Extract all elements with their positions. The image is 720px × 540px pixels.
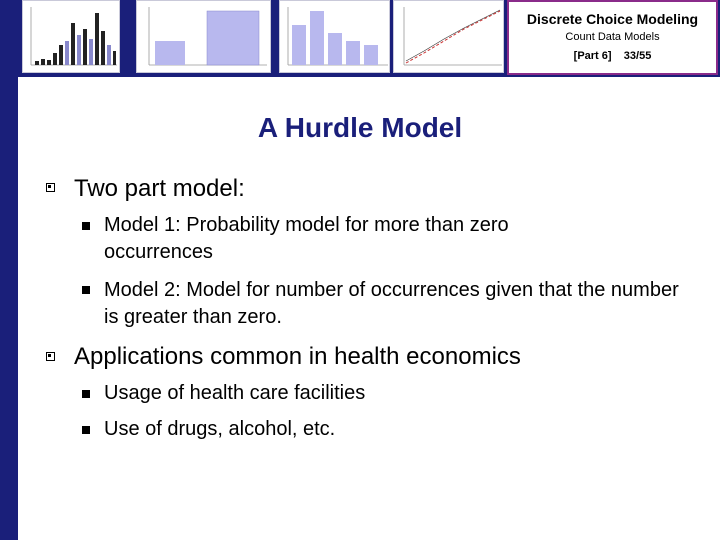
square-bullet-icon (46, 183, 55, 192)
sub-bullet-text: Model 2: Model for number of occurrences given that the number is greater than zero. (104, 279, 679, 328)
bar-chart-thumbnail (279, 0, 390, 73)
page-number: 33/55 (623, 50, 652, 62)
line-plot-thumbnail (393, 0, 504, 73)
filled-square-bullet-icon (82, 222, 90, 230)
page-indicator (509, 50, 716, 62)
bullet-text: Two part model: (74, 175, 245, 202)
topic-label: Count Data Models (565, 31, 660, 43)
part-label: [Part 6] (573, 50, 612, 62)
filled-square-bullet-icon (82, 390, 90, 398)
histogram-thumbnail (22, 0, 120, 73)
slide-title: A Hurdle Model (257, 112, 463, 143)
bar-plot-thumbnail (136, 0, 271, 73)
course-title: Discrete Choice Modeling (526, 11, 699, 27)
filled-square-bullet-icon (82, 426, 90, 434)
bullet-text: Applications common in health economics (74, 343, 521, 370)
sub-bullet-text: Usage of health care facilities (104, 382, 366, 404)
sub-bullet-text: Use of drugs, alcohol, etc. (104, 418, 336, 440)
course-title-box (507, 0, 718, 75)
filled-square-bullet-icon (82, 286, 90, 294)
square-bullet-icon (46, 352, 55, 361)
left-side-bar (0, 0, 18, 540)
sub-bullet-text: Model 1: Probability model for more than zero occurrences (104, 214, 509, 263)
